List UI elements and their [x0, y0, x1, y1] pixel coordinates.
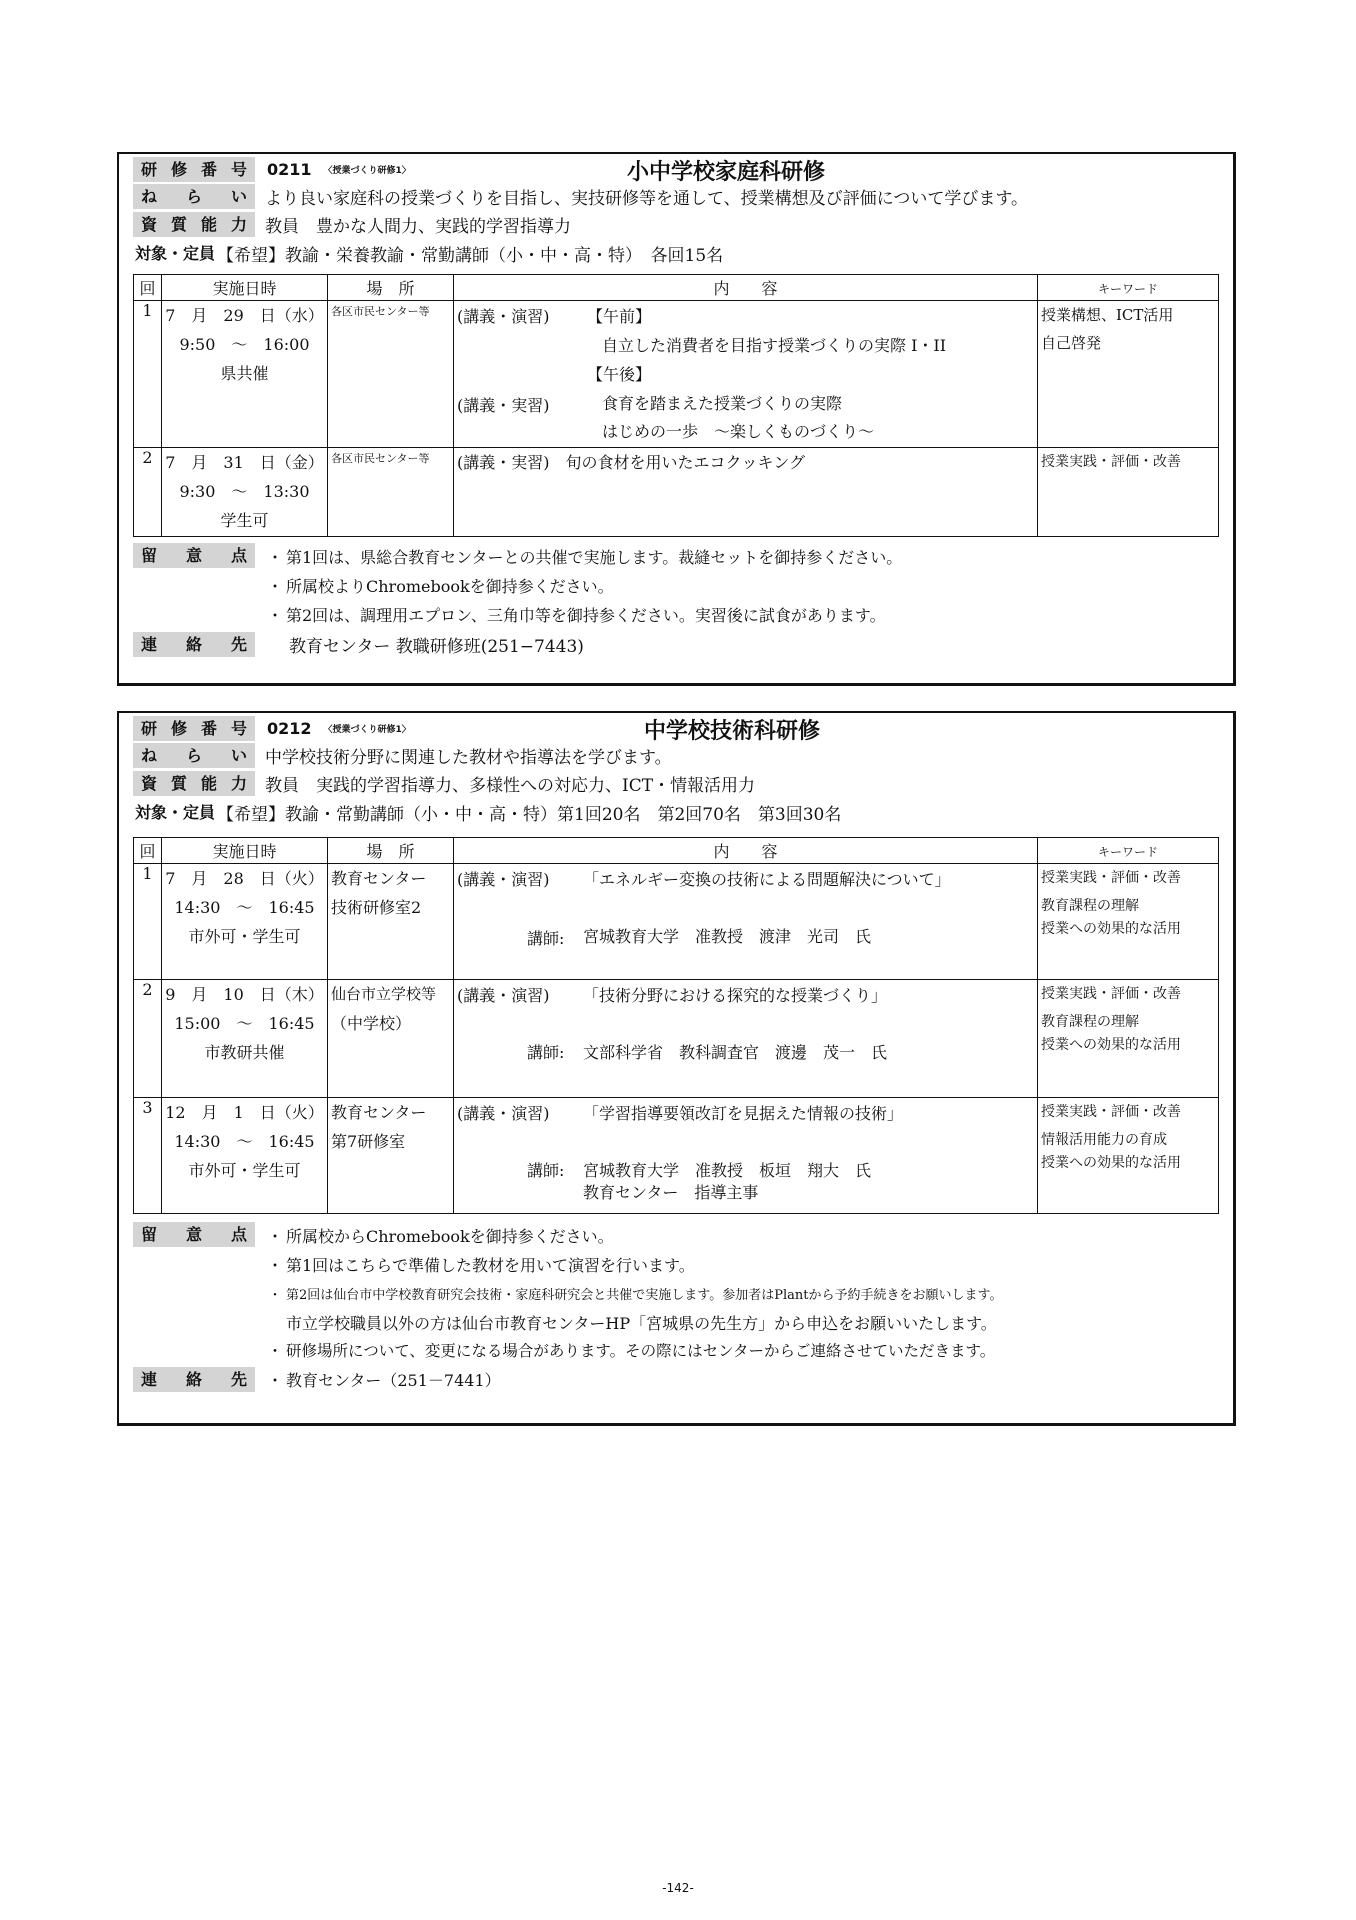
quality-text: 教員 実践的学習指導力、多様性への対応力、ICT・情報活用力 — [265, 776, 756, 796]
notes-label: 留 意 点 — [133, 543, 255, 568]
target-text: 【希望】教諭・常勤講師（小・中・高・特）第1回20名 第2回70名 第3回30名 — [217, 805, 842, 825]
quality-row — [133, 211, 1219, 238]
target-label: 対象・定員 — [135, 803, 216, 822]
round-number: 3 — [134, 1098, 162, 1214]
note-item: 市立学校職員以外の方は仙台市教育センターHP「宮城県の先生方」から申込をお願いいたします。 — [286, 1314, 997, 1333]
target-row — [133, 799, 1219, 826]
place-cell: 各区市民センター等 — [328, 448, 454, 537]
header-keyword: キーワード — [1038, 275, 1219, 301]
header-content: 内 容 — [454, 275, 1038, 301]
page-number: -142- — [662, 1881, 694, 1895]
quality-label: 資 質 能 力 — [133, 771, 255, 796]
code-label: 研 修 番 号 — [133, 716, 255, 741]
notes-label: 留 意 点 — [133, 1222, 255, 1247]
round-number: 2 — [134, 980, 162, 1098]
keyword-cell: 授業実践・評価・改善 教育課程の理解 授業への効果的な活用 — [1038, 980, 1219, 1098]
table-row — [134, 1098, 1219, 1214]
aim-row — [133, 742, 1219, 769]
contact-label: 連 絡 先 — [133, 1367, 255, 1392]
header-keyword: キーワード — [1038, 838, 1219, 864]
aim-label: ね ら い — [133, 184, 255, 209]
date-cell: 7 月 29 日（水） 9:50 ～ 16:00 県共催 — [162, 301, 328, 448]
code-label: 研 修 番 号 — [133, 157, 255, 182]
aim-label: ね ら い — [133, 743, 255, 768]
contact-text: 教育センター 教職研修班(251−7443) — [289, 637, 584, 657]
aim-row — [133, 183, 1219, 210]
note-item: ・ 所属校からChromebookを御持参ください。 — [266, 1227, 614, 1246]
content-cell: (講義・演習) 「エネルギー変換の技術による問題解決について」 講師: 宮城教育大学 准教授 渡津 光司 氏 — [454, 864, 1038, 980]
schedule-table — [133, 837, 1219, 1214]
note-item: ・ 所属校よりChromebookを御持参ください。 — [266, 577, 614, 596]
header-place: 場 所 — [328, 275, 454, 301]
place-cell: 仙台市立学校等 （中学校） — [328, 980, 454, 1098]
header-round: 回 — [134, 838, 162, 864]
table-row — [134, 448, 1219, 537]
header-round: 回 — [134, 275, 162, 301]
quality-label: 資 質 能 力 — [133, 212, 255, 237]
content-cell: (講義・実習) 旬の食材を用いたエコクッキング — [454, 448, 1038, 537]
note-item: ・ 研修場所について、変更になる場合があります。その際にはセンターからご連絡させていただきます。 — [267, 1342, 996, 1360]
course-title: 小中学校家庭科研修 — [627, 160, 826, 185]
note-item: ・ 第2回は、調理用エプロン、三角巾等を御持参ください。実習後に試食があります。 — [266, 606, 886, 625]
round-number: 1 — [134, 301, 162, 448]
quality-row — [133, 770, 1219, 797]
date-cell: 9 月 10 日（木） 15:00 ～ 16:45 市教研共催 — [162, 980, 328, 1098]
contact-label: 連 絡 先 — [133, 632, 255, 657]
course-code: 0211 — [267, 160, 312, 179]
target-row — [133, 240, 1219, 267]
table-header-row — [134, 838, 1219, 864]
content-cell: (講義・演習) 「技術分野における探究的な授業づくり」 講師: 文部科学省 教科調査官 渡邊 茂一 氏 — [454, 980, 1038, 1098]
keyword-cell: 授業実践・評価・改善 — [1038, 448, 1219, 537]
round-number: 1 — [134, 864, 162, 980]
target-text: 【希望】教諭・栄養教諭・常勤講師（小・中・高・特） 各回15名 — [217, 246, 724, 266]
course-code: 0212 — [267, 719, 312, 738]
content-cell: (講義・演習) 「学習指導要領改訂を見据えた情報の技術」 講師: 宮城教育大学 准教授 板垣 翔大 氏 教育センター 指導主事 — [454, 1098, 1038, 1214]
note-item: ・ 第2回は仙台市中学校教育研究会技術・家庭科研究会と共催で実施します。参加者はPlantから予約手続きをお願いします。 — [268, 1288, 1003, 1303]
course-subtag: 〈授業づくり研修1〉 — [323, 166, 411, 176]
target-label: 対象・定員 — [135, 244, 216, 263]
header-date: 実施日時 — [162, 838, 328, 864]
quality-text: 教員 豊かな人間力、実践的学習指導力 — [265, 217, 571, 237]
header-content: 内 容 — [454, 838, 1038, 864]
course-0211-box — [117, 152, 1236, 686]
place-cell: 教育センター 第7研修室 — [328, 1098, 454, 1214]
keyword-cell: 授業実践・評価・改善 情報活用能力の育成 授業への効果的な活用 — [1038, 1098, 1219, 1214]
keyword-cell: 授業構想、ICT活用 自己啓発 — [1038, 301, 1219, 448]
schedule-table — [133, 274, 1219, 537]
table-header-row — [134, 275, 1219, 301]
round-number: 2 — [134, 448, 162, 537]
date-cell: 7 月 31 日（金） 9:30 ～ 13:30 学生可 — [162, 448, 328, 537]
course-0212-box — [117, 711, 1236, 1426]
course-title: 中学校技術科研修 — [644, 719, 821, 744]
place-cell: 教育センター 技術研修室2 — [328, 864, 454, 980]
contact-row — [133, 1366, 1219, 1393]
header-date: 実施日時 — [162, 275, 328, 301]
aim-text: より良い家庭科の授業づくりを目指し、実技研修等を通して、授業構想及び評価について学びます。 — [265, 189, 1028, 209]
keyword-cell: 授業実践・評価・改善 教育課程の理解 授業への効果的な活用 — [1038, 864, 1219, 980]
table-row — [134, 864, 1219, 980]
aim-text: 中学校技術分野に関連した教材や指導法を学びます。 — [265, 748, 672, 768]
course-subtag: 〈授業づくり研修1〉 — [323, 725, 411, 735]
date-cell: 12 月 1 日（火） 14:30 ～ 16:45 市外可・学生可 — [162, 1098, 328, 1214]
note-item: ・ 第1回は、県総合教育センターとの共催で実施します。裁縫セットを御持参ください。 — [266, 548, 903, 567]
contact-row — [133, 631, 1219, 658]
header-place: 場 所 — [328, 838, 454, 864]
content-cell: (講義・演習) 【午前】 自立した消費者を目指す授業づくりの実際 I・II 【午後】 (講義・実習) 食育を踏まえた授業づくりの実際 はじめの一歩 ～楽しくものづくり～ — [454, 301, 1038, 448]
date-cell: 7 月 28 日（火） 14:30 ～ 16:45 市外可・学生可 — [162, 864, 328, 980]
place-cell: 各区市民センター等 — [328, 301, 454, 448]
note-item: ・ 第1回はこちらで準備した教材を用いて演習を行います。 — [266, 1256, 695, 1275]
table-row — [134, 980, 1219, 1098]
table-row — [134, 301, 1219, 448]
contact-text: ・ 教育センター（251－7441） — [266, 1371, 501, 1390]
